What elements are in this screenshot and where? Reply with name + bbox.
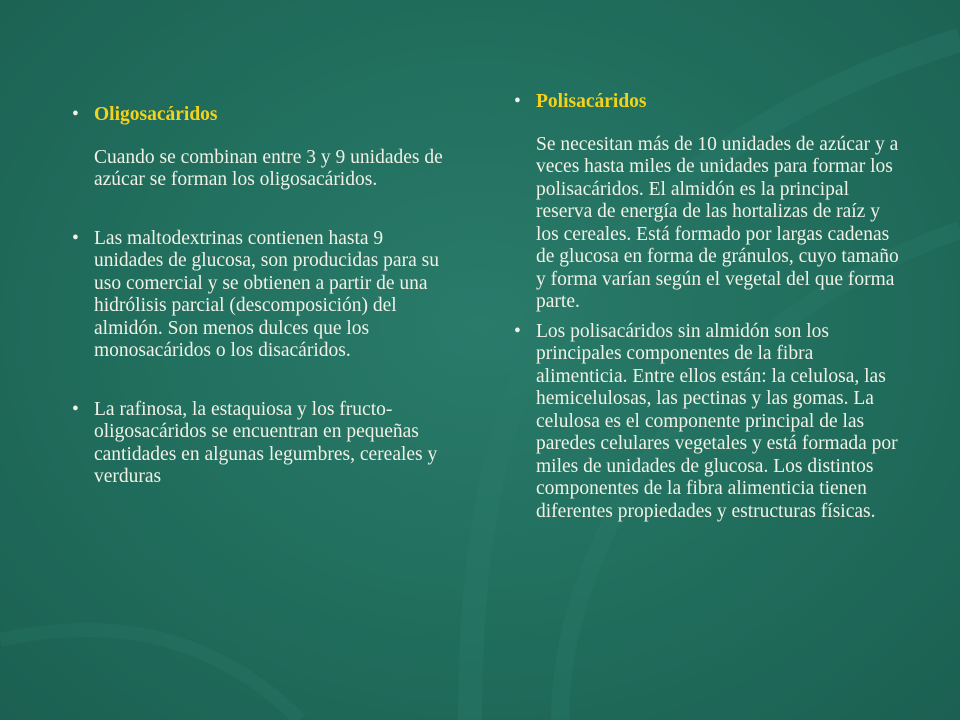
list-item-rafinosa — [72, 399, 452, 489]
list-item-oligosacaridos — [72, 104, 452, 192]
list-item-maltodextrinas — [72, 228, 452, 363]
section-heading-oligosacaridos: Oligosacáridos — [94, 104, 218, 125]
list-item-polisacaridos-sin-almidon — [514, 321, 906, 524]
bullet-icon: • — [72, 227, 79, 249]
left-column — [72, 104, 452, 489]
paragraph-text: Se necesitan más de 10 unidades de azúcar y a veces hasta miles de unidades para formar los polisacáridos. El almidón es la principal reserva de energía de las hortalizas de raíz y los cereales. Está formado por largas cadenas de glucosa en forma de gránulos, cuyo tamaño y forma varían según el vegetal del que forma parte. — [536, 133, 899, 312]
paragraph-text: Cuando se combinan entre 3 y 9 unidades de azúcar se forman los oligosacáridos. — [94, 146, 443, 190]
list-item-polisacaridos — [514, 91, 906, 314]
paragraph-text: La rafinosa, la estaquiosa y los fructo-oligosacáridos se encuentran en pequeñas cantidades en algunas legumbres, cereales y verduras — [94, 398, 438, 487]
bullet-icon: • — [72, 398, 79, 420]
paragraph-text: Las maltodextrinas contienen hasta 9 unidades de glucosa, son producidas para su uso comercial y se obtienen a partir de una hidrólisis parcial (descomposición) del almidón. Son menos dulces que los monosacáridos o los disacáridos. — [94, 227, 439, 361]
bullet-icon: • — [514, 320, 521, 342]
paragraph-text: Los polisacáridos sin almidón son los principales componentes de la fibra alimenticia. Entre ellos están: la celulosa, las hemicelulosas, las pectinas y las gomas. La celulosa es el componente principal de las paredes celulares vegetales y está formada por miles de unidades de glucosa. Los distintos componentes de la fibra alimenticia tienen diferentes propiedades y estructuras físicas. — [536, 320, 898, 522]
bullet-icon: • — [514, 91, 521, 112]
bullet-icon: • — [72, 104, 79, 125]
right-column — [514, 91, 906, 523]
section-heading-polisacaridos: Polisacáridos — [536, 91, 647, 112]
